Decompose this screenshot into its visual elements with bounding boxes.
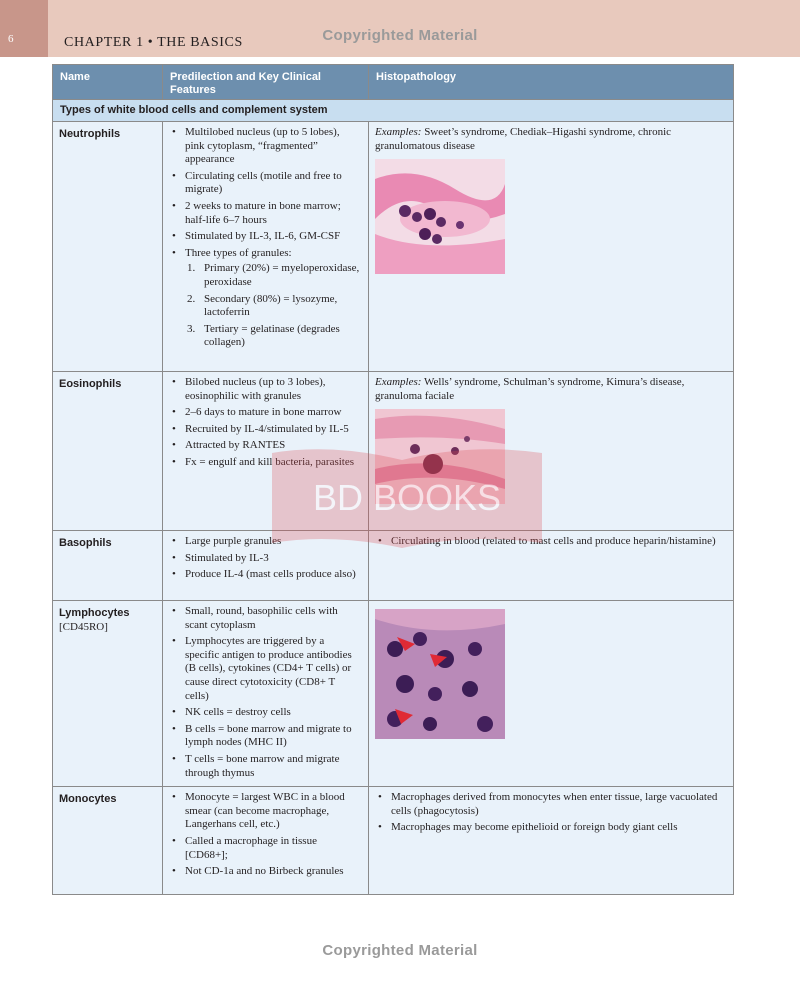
list-item: • Monocyte = largest WBC in a blood smear (can become macrophage, Langerhans cell, etc.) xyxy=(171,791,360,832)
column-header-histopathology: Histopathology xyxy=(369,65,734,100)
lymphocyte-histology-image xyxy=(375,609,505,739)
list-item: • Circulating in blood (related to mast cells and produce heparin/histamine) xyxy=(377,535,725,549)
features-list xyxy=(163,601,368,786)
list-item: • Produce IL-4 (mast cells produce also) xyxy=(171,568,360,582)
list-item: • Stimulated by IL-3, IL-6, GM-CSF xyxy=(171,230,360,244)
list-item: • Attracted by RANTES xyxy=(171,439,360,453)
list-item: • Macrophages may become epithelioid or foreign body giant cells xyxy=(377,821,725,835)
list-item: • B cells = bone marrow and migrate to lymph nodes (MHC II) xyxy=(171,723,360,750)
list-item: • Circulating cells (motile and free to migrate) xyxy=(171,170,360,197)
features-list xyxy=(163,531,368,588)
watermark-logo-text: BD BOOKS xyxy=(312,477,502,518)
list-item: • NK cells = destroy cells xyxy=(171,706,360,720)
cell-name: Basophils xyxy=(59,537,112,549)
features-list xyxy=(163,122,368,356)
list-item: • Multilobed nucleus (up to 5 lobes), pink cytoplasm, “fragmented” appearance xyxy=(171,126,360,167)
features-list xyxy=(163,787,368,885)
section-row xyxy=(53,100,734,122)
list-item: • Macrophages derived from monocytes when enter tissue, large vacuolated cells (phagocytosis) xyxy=(377,791,725,818)
neutrophil-histology-image xyxy=(375,159,505,274)
list-item: • 2 weeks to mature in bone marrow; half-life 6–7 hours xyxy=(171,200,360,227)
cell-name: Eosinophils xyxy=(59,378,122,390)
list-item: 3. Tertiary = gelatinase (degrades collagen) xyxy=(187,322,340,349)
copyright-watermark-bottom: Copyrighted Material xyxy=(322,942,478,959)
cell-name: Lymphocytes xyxy=(59,607,130,619)
examples-text: Examples: Sweet’s syndrome, Chediak–Higashi syndrome, chronic granulomatous disease xyxy=(375,126,672,152)
list-item: • Small, round, basophilic cells with scant cytoplasm xyxy=(171,605,360,632)
list-item: • Fx = engulf and kill bacteria, parasites xyxy=(171,456,360,470)
list-item: • Called a macrophage in tissue [CD68+]; xyxy=(171,835,360,862)
list-item: 1. Primary (20%) = myeloperoxidase, peroxidase xyxy=(187,262,360,288)
histopathology-list xyxy=(369,787,733,841)
list-item: • Stimulated by IL-3 xyxy=(171,552,360,566)
page-number: 6 xyxy=(8,33,14,45)
list-item: • Recruited by IL-4/stimulated by IL-5 xyxy=(171,423,360,437)
list-item: • Three types of granules: 1. Primary (20%) = myeloperoxidase, peroxidase 2. Secondary (80%) = lysozyme, lactoferrin 3. Tertiary = gelatinase (degrades collagen) xyxy=(171,247,360,350)
cell-name: Neutrophils xyxy=(59,128,121,140)
list-item: • 2–6 days to mature in bone marrow xyxy=(171,406,360,420)
section-title: Types of white blood cells and complement system xyxy=(60,104,328,116)
granule-list xyxy=(185,262,360,350)
column-header-name: Name xyxy=(53,65,163,100)
cell-name: Monocytes xyxy=(59,793,117,806)
table-row-neutrophils xyxy=(53,122,734,372)
eosinophil-histology-image xyxy=(375,409,505,504)
column-header-features: Predilection and Key Clinical Features xyxy=(163,65,369,100)
cd-marker: [CD45RO] xyxy=(59,621,108,633)
list-item: • Not CD-1a and no Birbeck granules xyxy=(171,865,360,879)
histopathology-list xyxy=(369,531,733,555)
list-item: • Bilobed nucleus (up to 3 lobes), eosinophilic with granules xyxy=(171,376,360,403)
list-item: • T cells = bone marrow and migrate through thymus xyxy=(171,753,360,780)
list-item: • Lymphocytes are triggered by a specific antigen to produce antibodies (B cells), cytokines (CD4+ T cells) or cause direct cytotoxicity (CD8+ T cells) xyxy=(171,635,360,703)
table-row-basophils xyxy=(53,531,734,601)
list-item: 2. Secondary (80%) = lysozyme, lactoferrin xyxy=(187,292,338,319)
list-item: • Large purple granules xyxy=(171,535,360,549)
examples-text: Examples: Wells’ syndrome, Schulman’s syndrome, Kimura’s disease, granuloma faciale xyxy=(375,376,685,402)
features-list xyxy=(163,372,368,476)
table-row-eosinophils xyxy=(53,372,734,531)
table-row-lymphocytes xyxy=(53,601,734,787)
white-blood-cells-table xyxy=(52,64,734,895)
running-head: CHAPTER 1 • THE BASICS xyxy=(64,35,243,50)
copyright-watermark-top: Copyrighted Material xyxy=(322,27,478,44)
table-header-row xyxy=(53,65,734,100)
table-row-monocytes xyxy=(53,787,734,895)
